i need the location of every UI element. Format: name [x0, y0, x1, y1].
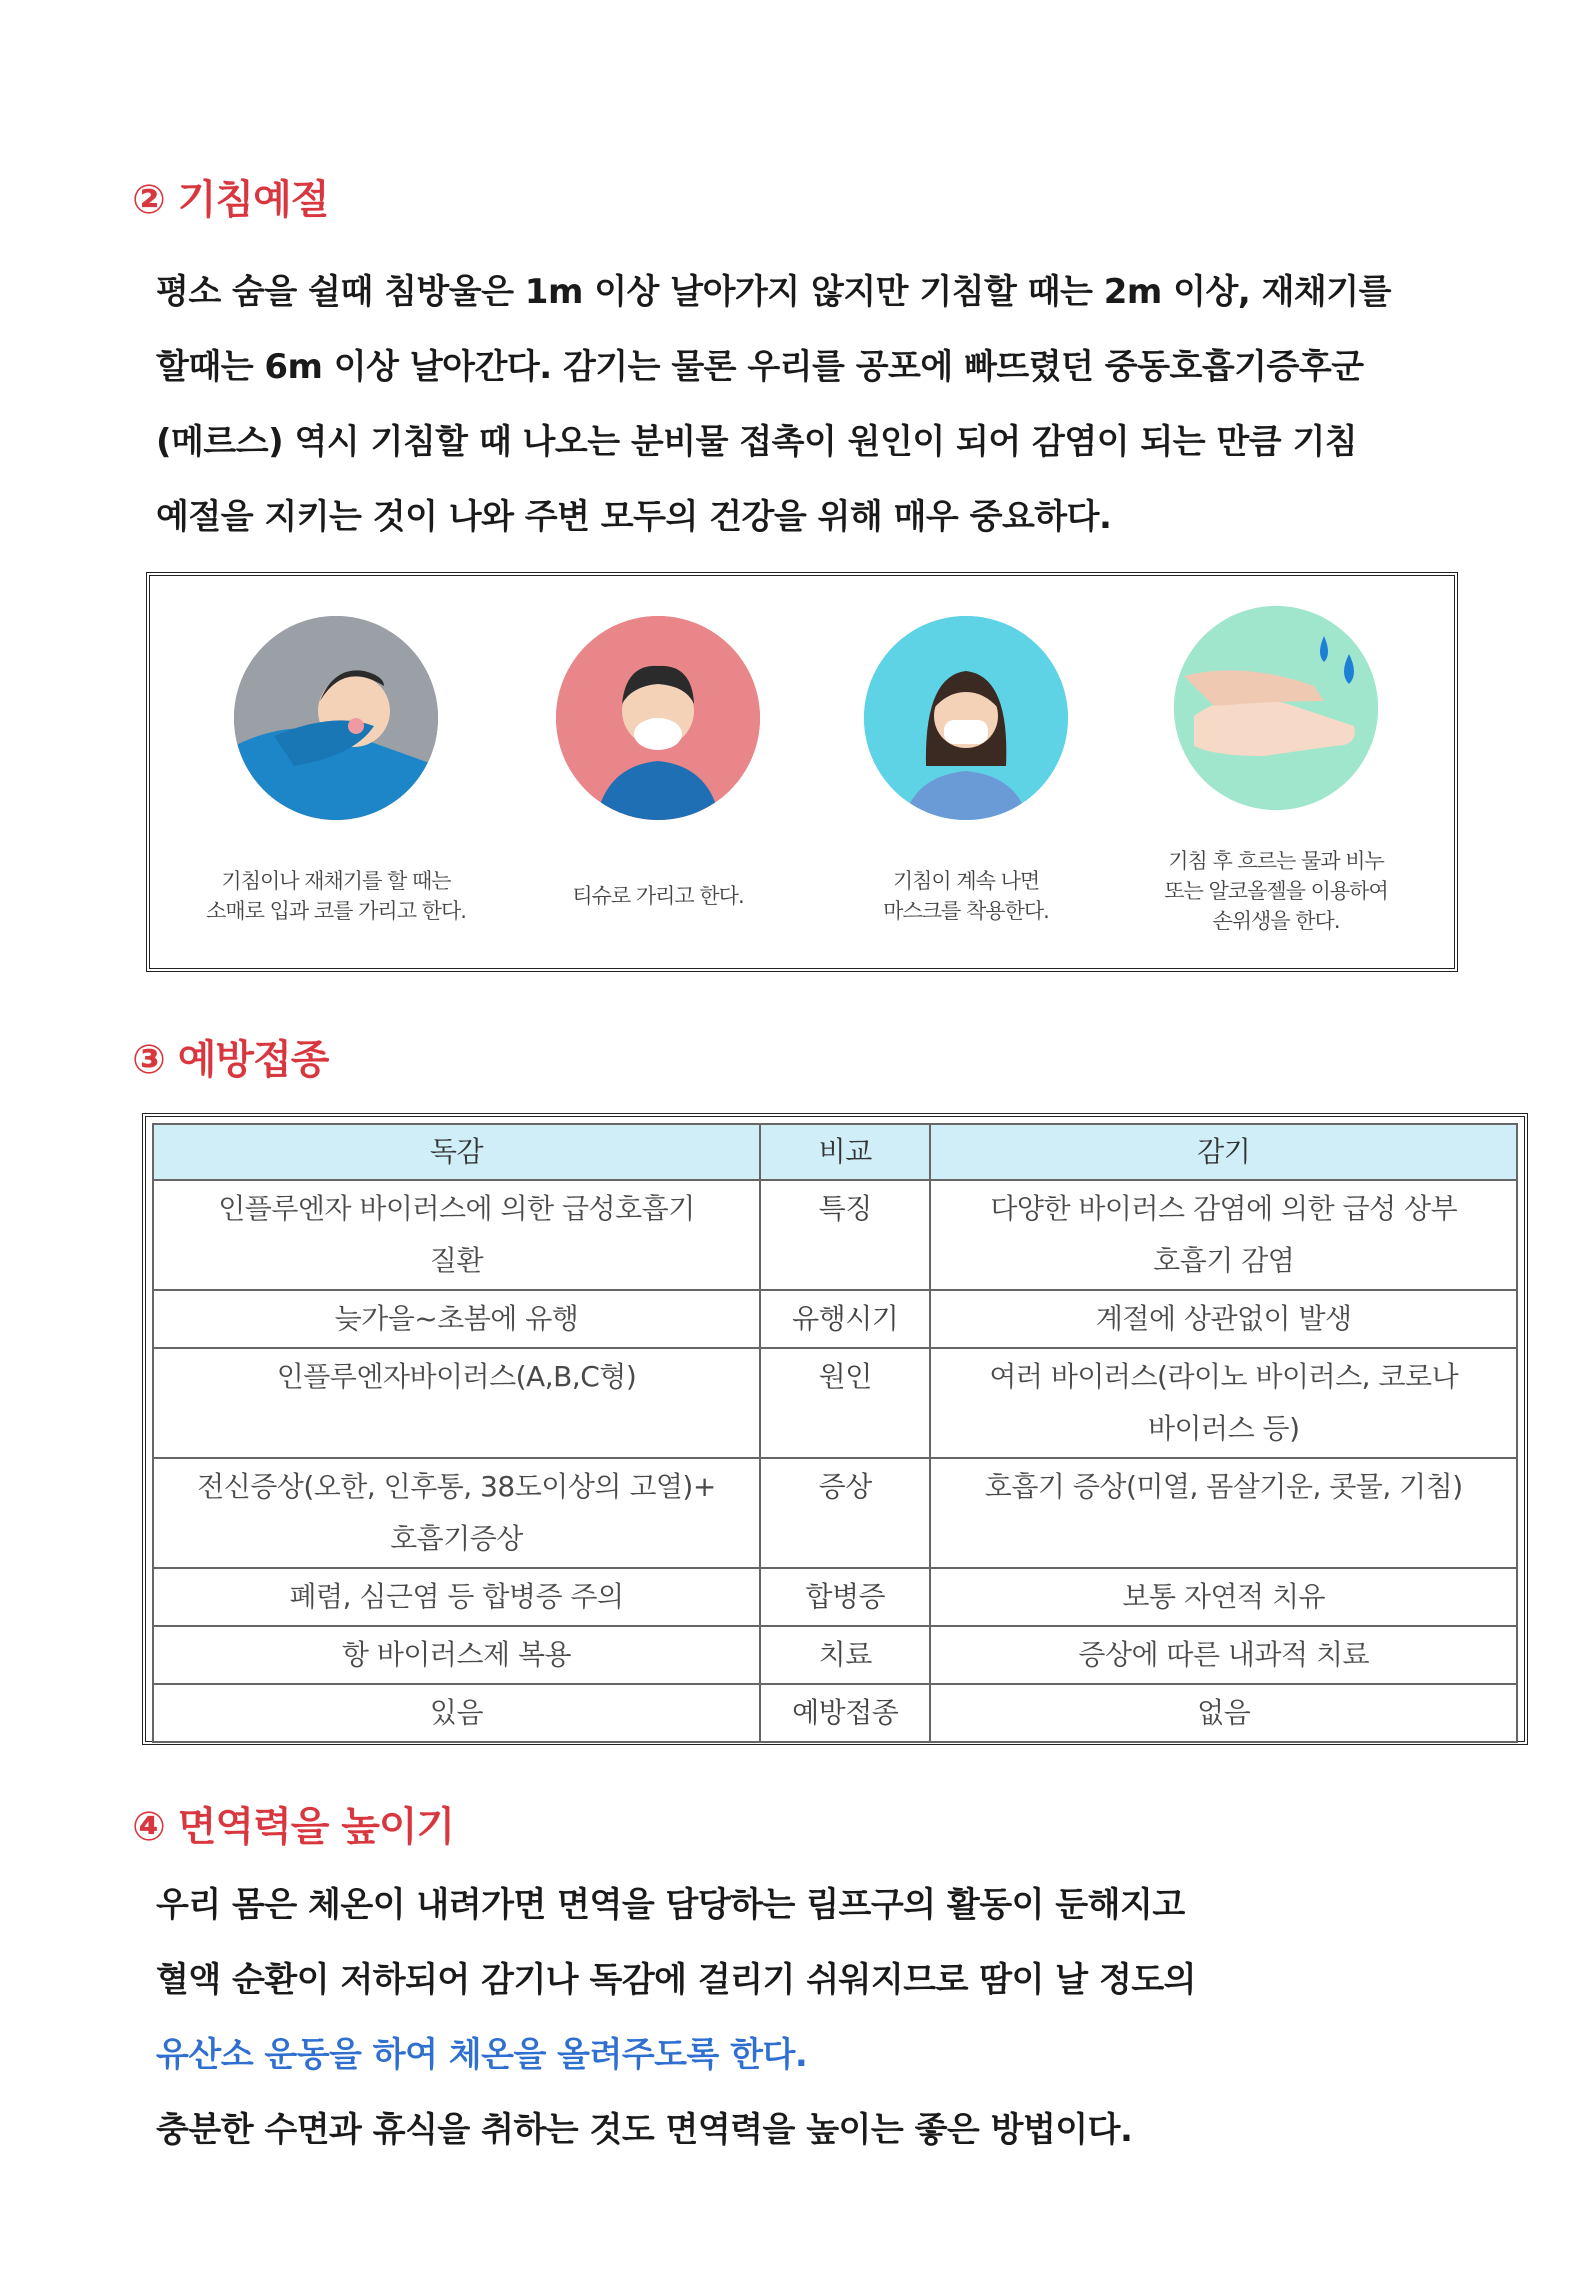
table-row — [153, 1626, 1517, 1684]
paragraph-line: 평소 숨을 쉴때 침방울은 1m 이상 날아가지 않지만 기침할 때는 2m 이상, 재채기를 — [156, 272, 1391, 312]
etiquette-caption — [186, 866, 486, 926]
section-heading-cough-etiquette: ② 기침예절 — [132, 177, 329, 223]
mask-woman-icon — [864, 616, 1068, 820]
cough-etiquette-panel — [146, 572, 1458, 972]
flu-cold-comparison-table — [142, 1113, 1528, 1745]
compare-cell: 증상 — [760, 1458, 931, 1568]
cold-cell: 여러 바이러스(라이노 바이러스, 코로나 바이러스 등) — [930, 1348, 1517, 1458]
table-row — [153, 1568, 1517, 1626]
caption-line: 손위생을 한다. — [1212, 909, 1340, 933]
paragraph-line: 할때는 6m 이상 날아간다. 감기는 물론 우리를 공포에 빠뜨렸던 중동호흡기증후군 — [156, 347, 1364, 387]
paragraph-line: 예절을 지키는 것이 나와 주변 모두의 건강을 위해 매우 중요하다. — [156, 497, 1112, 537]
table-row — [153, 1684, 1517, 1742]
caption-line: 티슈로 가리고 한다. — [572, 884, 744, 908]
column-header-flu: 독감 — [153, 1124, 760, 1180]
cough-sleeve-icon — [234, 616, 438, 820]
cold-cell: 증상에 따른 내과적 치료 — [930, 1626, 1517, 1684]
paragraph-line: 우리 몸은 체온이 내려가면 면역을 담당하는 림프구의 활동이 둔해지고 — [156, 1885, 1185, 1925]
caption-line: 소매로 입과 코를 가리고 한다. — [206, 899, 466, 923]
compare-cell: 예방접종 — [760, 1684, 931, 1742]
paragraph-line: (메르스) 역시 기침할 때 나오는 분비물 접촉이 원인이 되어 감염이 되는 만큼 기침 — [156, 422, 1358, 462]
highlighted-line: 유산소 운동을 하여 체온을 올려주도록 한다. — [156, 2035, 808, 2075]
etiquette-caption — [1126, 846, 1426, 936]
flu-cell: 인플루엔자바이러스(A,B,C형) — [153, 1348, 760, 1458]
table-row — [153, 1290, 1517, 1348]
etiquette-card-mask — [816, 576, 1116, 966]
flu-cell: 늦가을~초봄에 유행 — [153, 1290, 760, 1348]
compare-cell: 유행시기 — [760, 1290, 931, 1348]
flu-cell: 폐렴, 심근염 등 합병증 주의 — [153, 1568, 760, 1626]
compare-cell: 원인 — [760, 1348, 931, 1458]
caption-line: 기침이 계속 나면 — [892, 869, 1040, 893]
cold-cell: 없음 — [930, 1684, 1517, 1742]
flu-cell: 항 바이러스제 복용 — [153, 1626, 760, 1684]
paragraph-line: 혈액 순환이 저하되어 감기나 독감에 걸리기 쉬워지므로 땀이 날 정도의 — [156, 1960, 1197, 2000]
caption-line: 기침이나 재채기를 할 때는 — [221, 869, 451, 893]
etiquette-card-sleeve — [186, 576, 486, 966]
column-header-cold: 감기 — [930, 1124, 1517, 1180]
tissue-mask-icon — [556, 616, 760, 820]
cold-cell: 보통 자연적 치유 — [930, 1568, 1517, 1626]
table-row — [153, 1348, 1517, 1458]
column-header-compare: 비교 — [760, 1124, 931, 1180]
section-heading-vaccination: ③ 예방접종 — [132, 1037, 329, 1083]
flu-cell: 있음 — [153, 1684, 760, 1742]
etiquette-card-handwash — [1126, 576, 1426, 966]
compare-cell: 치료 — [760, 1626, 931, 1684]
table-row — [153, 1458, 1517, 1568]
caption-line: 마스크를 착용한다. — [883, 899, 1049, 923]
compare-cell: 합병증 — [760, 1568, 931, 1626]
cold-cell: 다양한 바이러스 감염에 의한 급성 상부 호흡기 감염 — [930, 1180, 1517, 1290]
caption-line: 기침 후 흐르는 물과 비누 — [1168, 849, 1384, 873]
etiquette-caption — [816, 866, 1116, 926]
immunity-paragraph — [156, 1868, 1486, 2168]
section-heading-immunity: ④ 면역력을 높이기 — [132, 1804, 455, 1850]
table-row — [153, 1180, 1517, 1290]
etiquette-card-tissue — [508, 576, 808, 966]
cough-etiquette-paragraph — [156, 255, 1486, 555]
flu-cell: 전신증상(오한, 인후통, 38도이상의 고열)+ 호흡기증상 — [153, 1458, 760, 1568]
cold-cell: 호흡기 증상(미열, 몸살기운, 콧물, 기침) — [930, 1458, 1517, 1568]
caption-line: 또는 알코올젤을 이용하여 — [1164, 879, 1388, 903]
flu-cell: 인플루엔자 바이러스에 의한 급성호흡기 질환 — [153, 1180, 760, 1290]
paragraph-line: 충분한 수면과 휴식을 취하는 것도 면역력을 높이는 좋은 방법이다. — [156, 2110, 1133, 2150]
etiquette-caption — [508, 881, 808, 911]
hand-wash-icon — [1174, 606, 1378, 810]
compare-cell: 특징 — [760, 1180, 931, 1290]
cold-cell: 계절에 상관없이 발생 — [930, 1290, 1517, 1348]
